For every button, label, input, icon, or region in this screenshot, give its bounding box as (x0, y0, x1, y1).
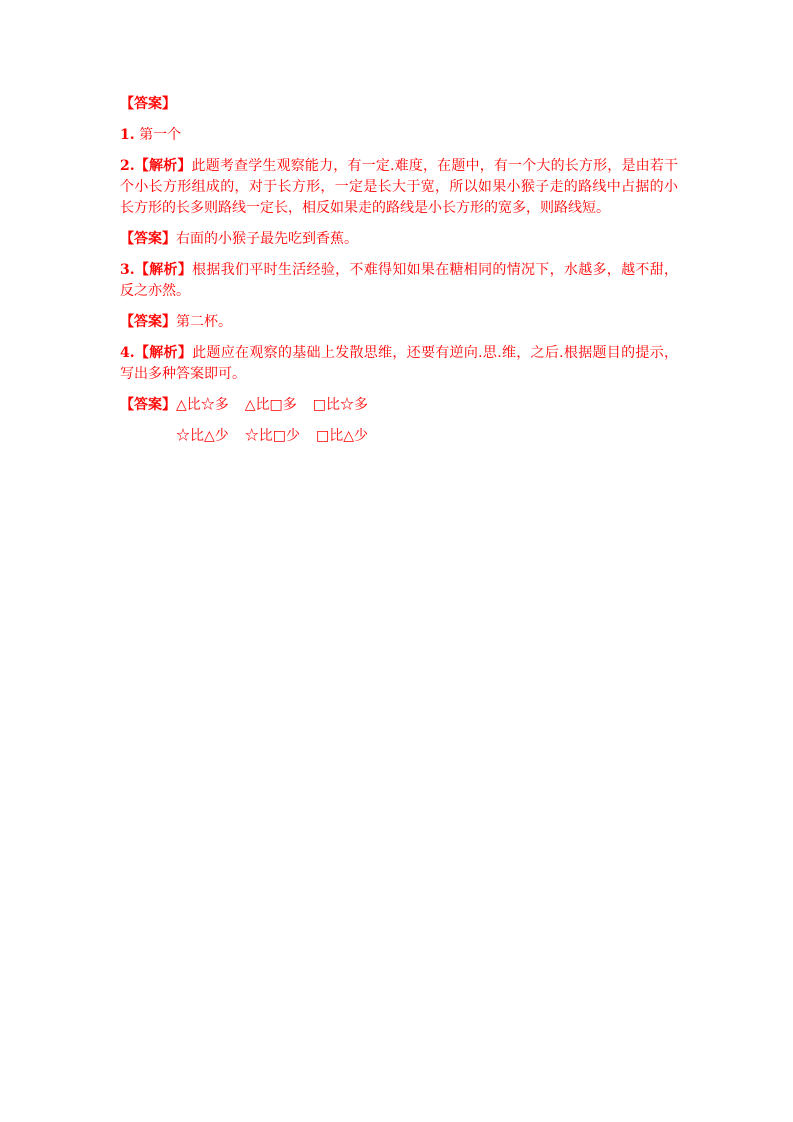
item-4-answer-tag: 【答案】 (120, 397, 176, 413)
item-3-analysis-tag: 【解析】 (134, 262, 193, 278)
item-3-analysis-text: 根据我们平时生活经验，不难得知如果在糖相同的情况下，水越多，越不甜，反之亦然。 (120, 262, 679, 299)
item-2-analysis-tag: 【解析】 (134, 158, 192, 174)
item-3-answer-tag: 【答案】 (120, 314, 176, 330)
item-4-analysis-text: 此题应在观察的基础上发散思维，还要有逆向.思.维，之后.根据题目的提示，写出多种答案即可。 (120, 345, 679, 382)
answer-heading: 【答案】 (120, 96, 176, 112)
item-4-number: 4. (120, 345, 135, 361)
item-3-answer-text: 第二杯。 (176, 314, 232, 330)
item-2-analysis-text: 此题考查学生观察能力，有一定.难度，在题中，有一个大的长方形，是由若干个小长方形组成的，对于长方形，一定是长大于宽，所以如果小猴子走的路线中占据的小长方形的长多则路线一定长，相反如果走的路线是小长方形的宽多，则路线短。 (120, 158, 678, 216)
answer-option: △比☆多 (176, 397, 229, 413)
item-2-number: 2. (120, 158, 135, 174)
answer-option: ☆比△少 (176, 428, 229, 444)
answer-option: ☆比□少 (244, 428, 301, 444)
item-3-analysis (120, 260, 678, 302)
item-3-number: 3. (120, 262, 135, 278)
item-1-text: 第一个 (139, 127, 182, 143)
item-2-answer-tag: 【答案】 (120, 231, 176, 247)
answer-option: △比□多 (244, 397, 297, 413)
item-4-analysis (120, 343, 678, 385)
item-1-number: 1. (120, 127, 135, 143)
item-1 (120, 125, 678, 146)
answer-section (120, 94, 678, 457)
item-2-answer-text: 右面的小猴子最先吃到香蕉。 (176, 231, 358, 247)
item-4-answer-row-2 (120, 426, 678, 447)
item-2-analysis (120, 156, 678, 219)
item-3-answer (120, 312, 678, 333)
answer-option: □比☆多 (312, 397, 369, 413)
item-4-answer-row-1 (120, 395, 678, 416)
item-4-analysis-tag: 【解析】 (134, 345, 193, 361)
answer-option: □比△少 (316, 428, 369, 444)
item-2-answer (120, 229, 678, 250)
